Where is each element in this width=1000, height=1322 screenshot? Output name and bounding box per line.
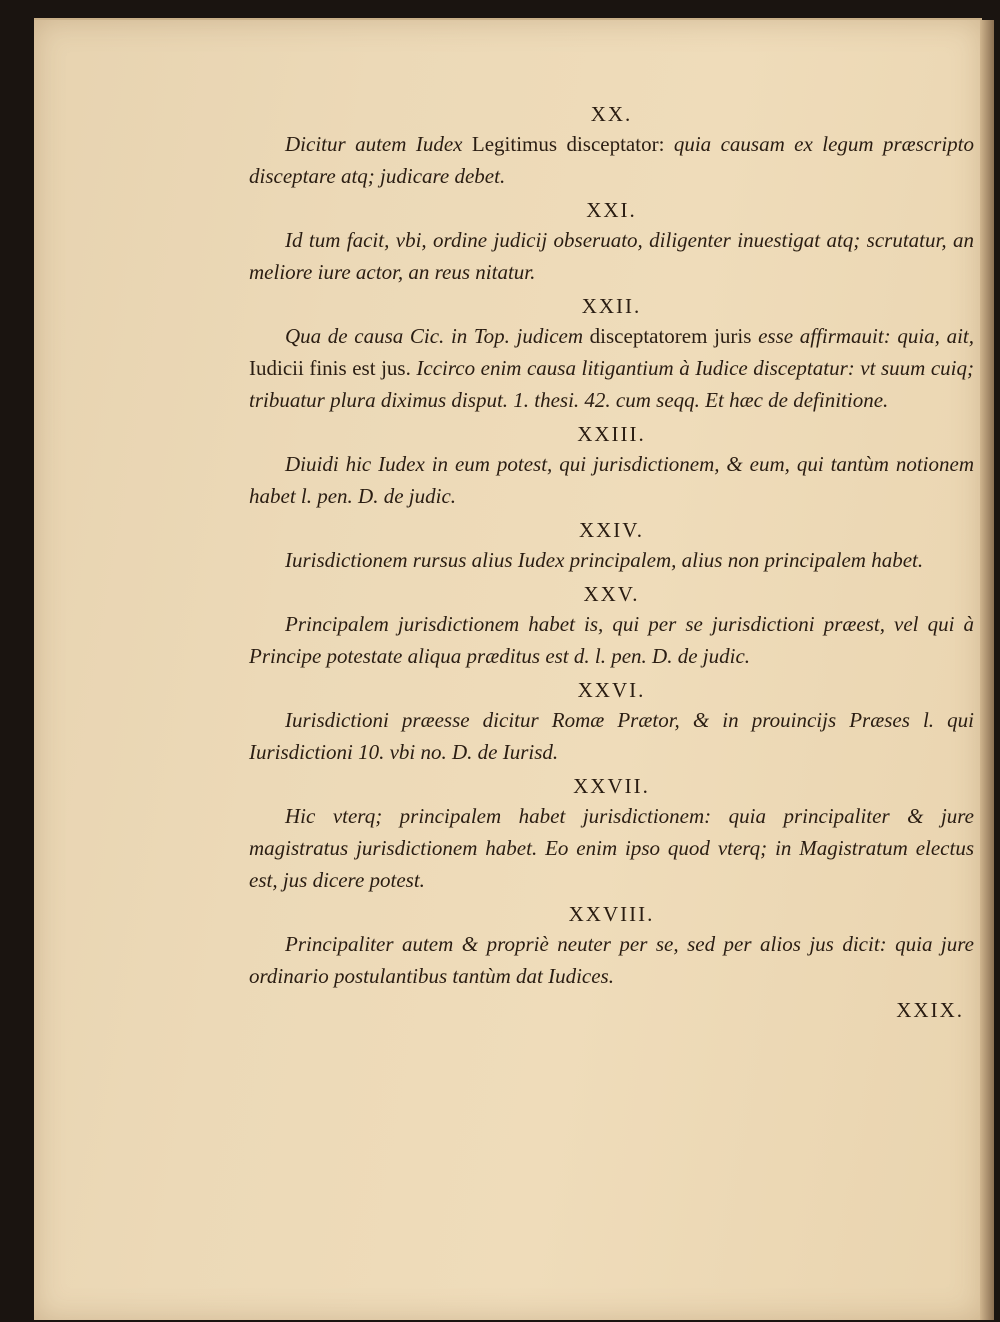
section-numeral: XXVII.: [573, 774, 650, 798]
section-paragraph: [249, 224, 974, 288]
text-run: Iccirco enim causa litigantium à Iudice disceptatur: vt suum cuiq; tribuatur plura diximus disput. 1. thesi. 42. cum seqq. Et hæc de definitione.: [249, 356, 974, 412]
section-paragraph: [249, 800, 974, 896]
section-numeral: XXVI.: [577, 678, 646, 702]
text-run: disceptatorem juris: [589, 324, 752, 348]
section-paragraph: [249, 448, 974, 512]
section-paragraph: [249, 128, 974, 192]
text-run: Iurisdictionem rursus alius Iudex principalem, alius non principalem habet.: [285, 548, 924, 572]
section-paragraph: [249, 608, 974, 672]
section-paragraph: [249, 704, 974, 768]
section-numeral: XXII.: [581, 294, 642, 318]
text-run: Iurisdictioni præesse dicitur Romæ Prætor, & in prouincijs Præses l. qui Iurisdictioni 10. vbi no. D. de Iurisd.: [249, 708, 974, 764]
section-numeral: XXIII.: [577, 422, 646, 446]
section-numeral: XX.: [590, 102, 633, 126]
book-page: [34, 18, 982, 1320]
section-numeral: XXI.: [586, 198, 637, 222]
text-run: esse affirmauit: quia, ait,: [751, 324, 974, 348]
text-run: Principaliter autem & propriè neuter per se, sed per alios jus dicit: quia jure ordinario postulantibus tantùm dat Iudices.: [249, 932, 974, 988]
text-run: quia causam ex legum præscripto disceptare atq; judicare debet.: [249, 132, 974, 188]
text-run: Dicitur autem Iudex: [285, 132, 472, 156]
text-run: Qua de causa Cic. in Top. judicem: [285, 324, 590, 348]
page-text: [249, 100, 974, 1024]
text-run: Hic vterq; principalem habet jurisdictionem: quia principaliter & jure magistratus jurisdictionem habet. Eo enim ipso quod vterq; in Magistratum electus est, jus dicere potest.: [249, 804, 974, 892]
section-numeral: XXVIII.: [568, 902, 655, 926]
text-run: Legitimus disceptator:: [471, 132, 665, 156]
section-numeral: XXIV.: [578, 518, 645, 542]
text-run: Iudicii finis est jus.: [249, 356, 411, 380]
section-paragraph: [249, 320, 974, 416]
text-run: Diuidi hic Iudex in eum potest, qui jurisdictionem, & eum, qui tantùm notionem habet l. pen. D. de judic.: [249, 452, 974, 508]
text-run: Id tum facit, vbi, ordine judicij obseruato, diligenter inuestigat atq; scrutatur, an meliore iure actor, an reus nitatur.: [249, 228, 974, 284]
section-paragraph: [249, 928, 974, 992]
section-numeral: XXV.: [583, 582, 640, 606]
catchword: XXIX.: [896, 998, 964, 1022]
text-run: Principalem jurisdictionem habet is, qui per se jurisdictioni præest, vel qui à Principe potestate aliqua præditus est d. l. pen. D. de judic.: [249, 612, 974, 668]
section-paragraph: [249, 544, 974, 576]
